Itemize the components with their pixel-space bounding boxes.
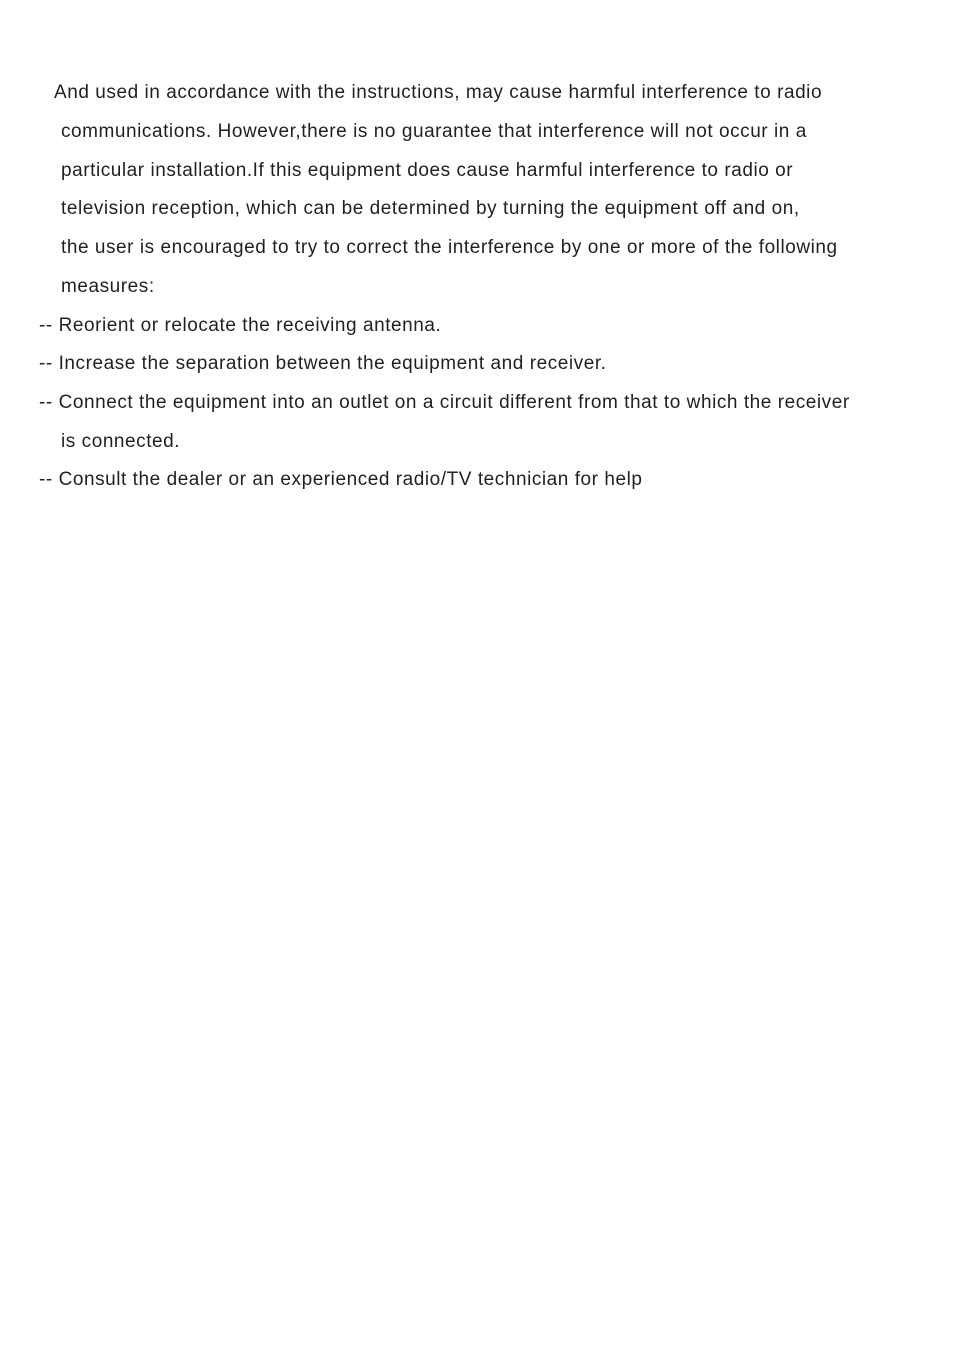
paragraph-line: television reception, which can be determined by turning the equipment off and on, [61, 198, 800, 219]
paragraph-line: And used in accordance with the instructions, may cause harmful interference to radio [54, 82, 823, 103]
measure-item-consult-dealer: -- Consult the dealer or an experienced radio/TV technician for help [39, 469, 643, 490]
measure-item-increase-separation: -- Increase the separation between the equipment and receiver. [39, 353, 607, 374]
measure-item-different-circuit: -- Connect the equipment into an outlet on a circuit different from that to which the receiver [39, 392, 850, 413]
paragraph-line: particular installation.If this equipment does cause harmful interference to radio or [61, 160, 794, 181]
paragraph-line: measures: [61, 276, 155, 297]
paragraph-line: communications. However,there is no guarantee that interference will not occur in a [61, 121, 807, 142]
measure-item-reorient-antenna: -- Reorient or relocate the receiving antenna. [39, 315, 442, 336]
paragraph-line: the user is encouraged to try to correct the interference by one or more of the following [61, 237, 838, 258]
measure-item-different-circuit-continued: is connected. [61, 431, 181, 452]
